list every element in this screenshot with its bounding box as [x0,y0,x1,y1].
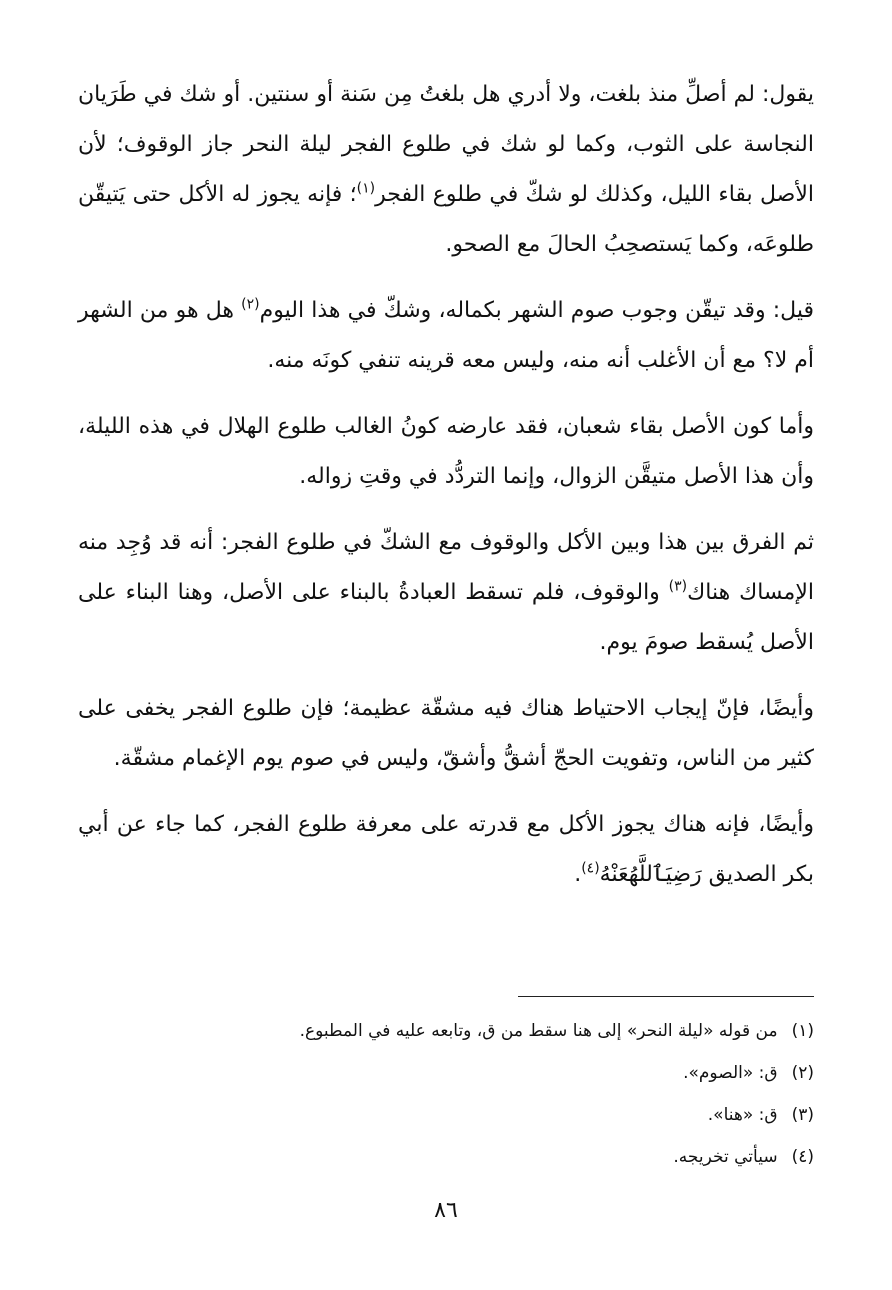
footnote-ref-2: (٢) [241,296,260,313]
paragraph-4-text-b: والوقوف، فلم تسقط العبادةُ بالبناء على الأصل، وهنا البناء على الأصل يُسقط صومَ يوم. [78,580,814,655]
footnote-number: (٣) [791,1105,814,1125]
footnote-text: من قوله «ليلة النحر» إلى هنا سقط من ق، وتابعه عليه في المطبوع. [299,1021,778,1041]
paragraph-4-text-a: ثم الفرق بين هذا وبين الأكل والوقوف مع الشكّ في طلوع الفجر: أنه قد وُجِد منه الإمساك هناك [78,530,814,605]
footnote-number: (١) [791,1021,814,1041]
paragraph-2 [78,286,814,386]
footnote-number: (٢) [791,1063,814,1083]
main-text [78,70,814,916]
paragraph-1-text-a: يقول: لم أصلِّ منذ بلغت، ولا أدري هل بلغتُ مِن سَنة أو سنتين. أو شك في طَرَيان النجاسة على الثوب، وكما لو شك في طلوع الفجر ليلة النحر جاز الوقوف؛ لأن الأصل بقاء الليل، وكذلك لو شكّ في طلوع الفجر [78,82,814,207]
footnotes [78,1010,814,1178]
paragraph-3 [78,402,814,502]
paragraph-6-text-b: . [574,862,582,887]
footnote-ref-3: (٣) [668,578,688,595]
footnote-text: ق: «هنا». [707,1105,778,1125]
paragraph-6-text-a: وأيضًا، فإنه هناك يجوز الأكل مع قدرته على معرفة طلوع الفجر، كما جاء عن أبي بكر الصديق رَضِيَٱللَّهُعَنْهُ [78,812,814,887]
paragraph-6 [78,800,814,900]
footnote-number: (٤) [791,1147,814,1167]
paragraph-1 [78,70,814,270]
footnote-ref-1: (١) [356,180,376,197]
paragraph-1-text-b: ؛ فإنه يجوز له الأكل حتى يَتيقّن طلوعَه، وكما يَستصحِبُ الحالَ مع الصحو. [78,182,814,257]
footnote-4 [78,1136,814,1178]
footnote-text: ق: «الصوم». [683,1063,778,1083]
paragraph-2-text-a: قيل: وقد تيقّن وجوب صوم الشهر بكماله، وشكّ في هذا اليوم [259,298,814,323]
paragraph-2-text-b: هل هو من الشهر أم لا؟ مع أن الأغلب أنه منه، وليس معه قرينه تنفي كونَه منه. [78,298,814,373]
paragraph-5 [78,684,814,784]
footnote-divider [518,996,814,997]
paragraph-4 [78,518,814,668]
page-number: ٨٦ [434,1198,458,1223]
footnote-ref-4: (٤) [581,860,600,877]
footnote-1 [78,1010,814,1052]
footnote-3 [78,1094,814,1136]
footnote-2 [78,1052,814,1094]
paragraph-3-text: وأما كون الأصل بقاء شعبان، فقد عارضه كونُ الغالب طلوع الهلال في هذه الليلة، وأن هذا الأصل متيقَّن الزوال، وإنما التردُّد في وقتِ زواله. [78,414,814,489]
footnote-text: سيأتي تخريجه. [673,1147,778,1167]
paragraph-5-text: وأيضًا، فإنّ إيجاب الاحتياط هناك فيه مشقّة عظيمة؛ فإن طلوع الفجر يخفى على كثير من الناس، وتفويت الحجّ أشقُّ وأشقّ، وليس في صوم يوم الإغمام مشقّة. [78,696,814,771]
